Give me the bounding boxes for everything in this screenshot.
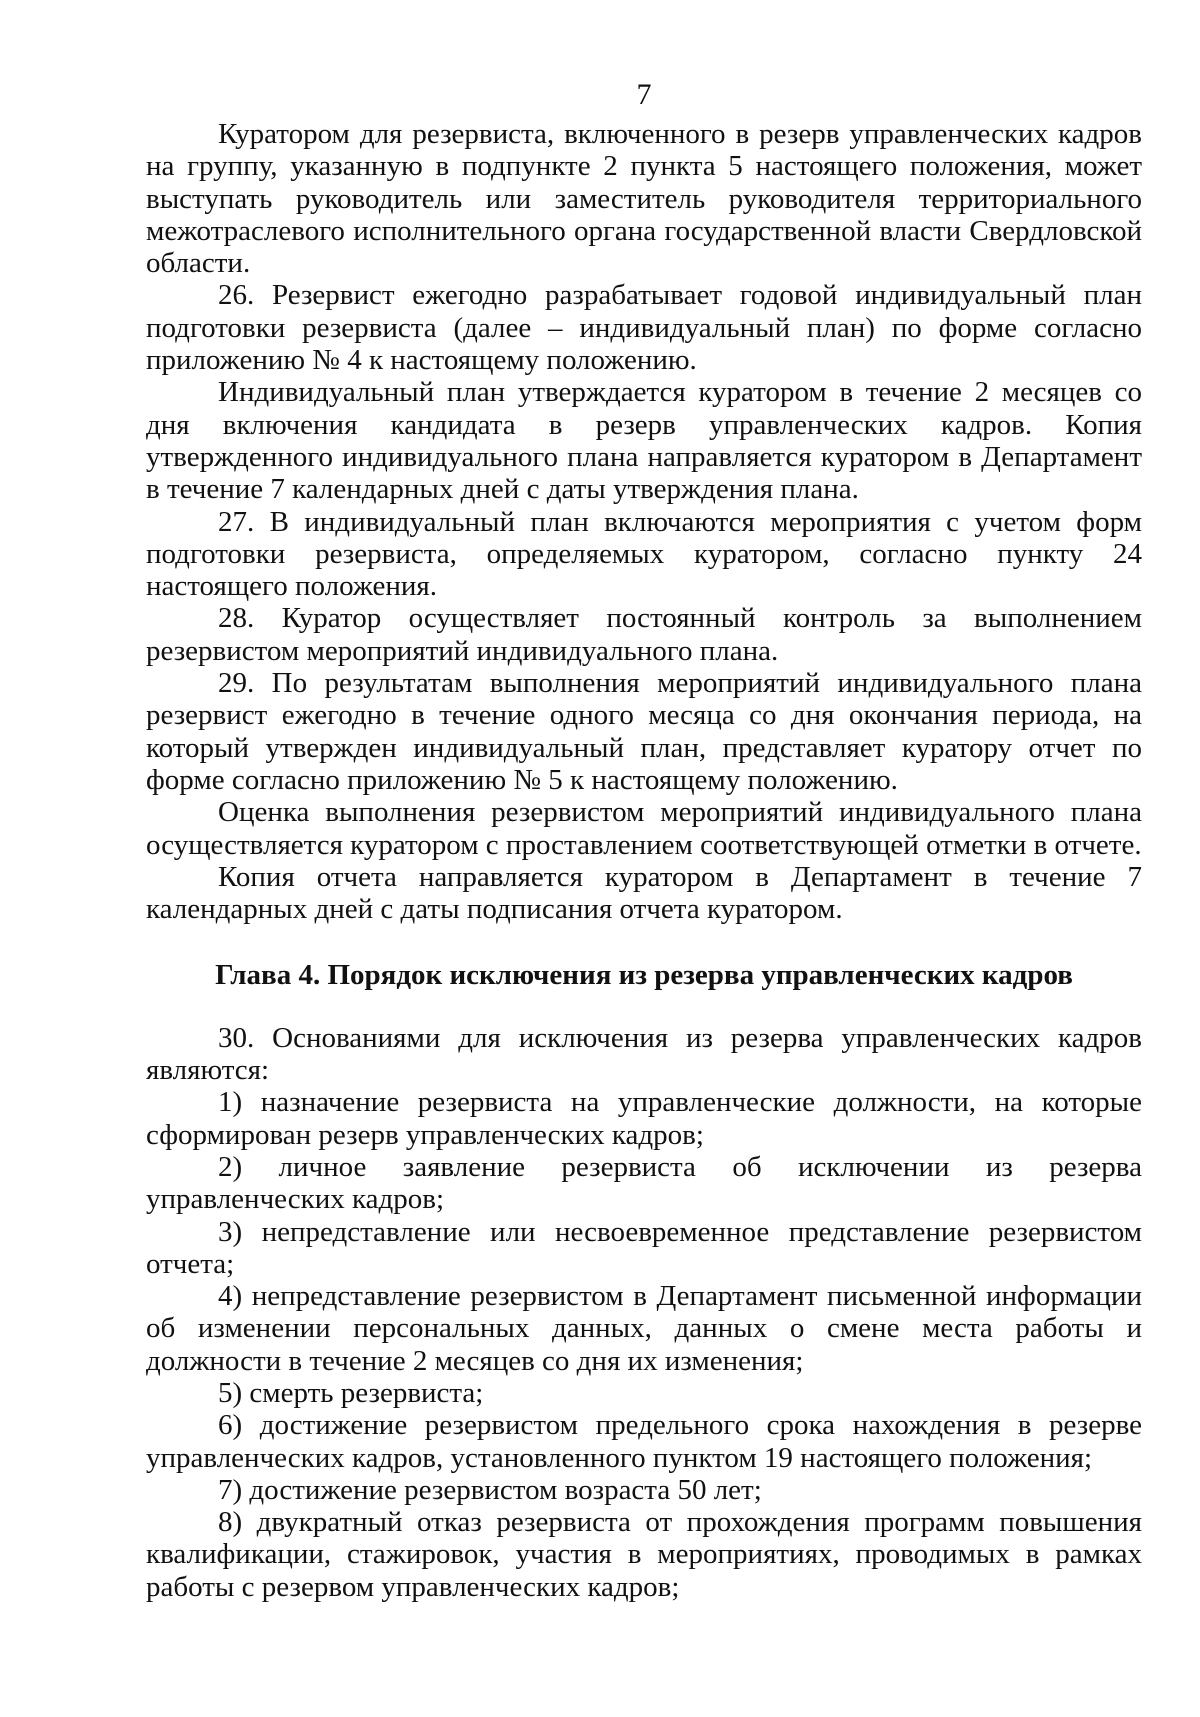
page-number: 7 xyxy=(636,78,652,111)
paragraph-curator-group: Куратором для резервиста, включенного в резерв управленческих кадров на группу, указанную в подпункте 2 пункта 5 настоящего положения, может выступать руководитель или заместитель руководителя территориального межотраслевого исполнительного органа государственной власти Свердловской области. xyxy=(146,118,1142,280)
list-item-1: 1) назначение резервиста на управленческие должности, на которые сформирован резерв управленческих кадров; xyxy=(146,1086,1142,1151)
paragraph-plan-approval: Индивидуальный план утверждается куратором в течение 2 месяцев со дня включения кандидата в резерв управленческих кадров. Копия утвержденного индивидуального плана направляется куратором в Департамент в течение 7 календарных дней с даты утверждения плана. xyxy=(146,376,1142,506)
paragraph-28: 28. Куратор осуществляет постоянный контроль за выполнением резервистом мероприятий индивидуального плана. xyxy=(146,602,1142,667)
document-page xyxy=(146,78,1142,1603)
paragraph-26: 26. Резервист ежегодно разрабатывает годовой индивидуальный план подготовки резервиста (далее – индивидуальный план) по форме согласно приложению № 4 к настоящему положению. xyxy=(146,279,1142,377)
chapter-heading: Глава 4. Порядок исключения из резерва управленческих кадров xyxy=(215,959,1073,992)
list-item-5: 5) смерть резервиста; xyxy=(218,1376,484,1409)
paragraph-30: 30. Основаниями для исключения из резерва управленческих кадров являются: xyxy=(146,1021,1142,1087)
list-item-6: 6) достижение резервистом предельного срока нахождения в резерве управленческих кадров, установленного пунктом 19 настоящего положения; xyxy=(146,1409,1142,1474)
paragraph-27: 27. В индивидуальный план включаются мероприятия с учетом форм подготовки резервиста, определяемых куратором, согласно пункту 24 настоящего положения. xyxy=(146,505,1142,603)
paragraph-evaluation: Оценка выполнения резервистом мероприятий индивидуального плана осуществляется куратором с проставлением соответствующей отметки в отчете. xyxy=(146,796,1142,861)
list-item-8: 8) двукратный отказ резервиста от прохождения программ повышения квалификации, стажировок, участия в мероприятиях, проводимых в рамках работы с резервом управленческих кадров; xyxy=(146,1506,1142,1603)
paragraph-report-copy: Копия отчета направляется куратором в Департамент в течение 7 календарных дней с даты подписания отчета куратором. xyxy=(146,860,1142,926)
paragraph-29: 29. По результатам выполнения мероприятий индивидуального плана резервист ежегодно в течение одного месяца со дня окончания периода, на который утвержден индивидуальный план, представляет куратору отчет по форме согласно приложению № 5 к настоящему положению. xyxy=(146,667,1142,796)
list-item-2: 2) личное заявление резервиста об исключении из резерва управленческих кадров; xyxy=(146,1150,1142,1216)
list-item-4: 4) непредставление резервистом в Департамент письменной информации об изменении персональных данных, данных о смене места работы и должности в течение 2 месяцев со дня их изменения; xyxy=(146,1280,1142,1377)
list-item-7: 7) достижение резервистом возраста 50 лет; xyxy=(218,1473,762,1506)
list-item-3: 3) непредставление или несвоевременное представление резервистом отчета; xyxy=(146,1215,1142,1280)
